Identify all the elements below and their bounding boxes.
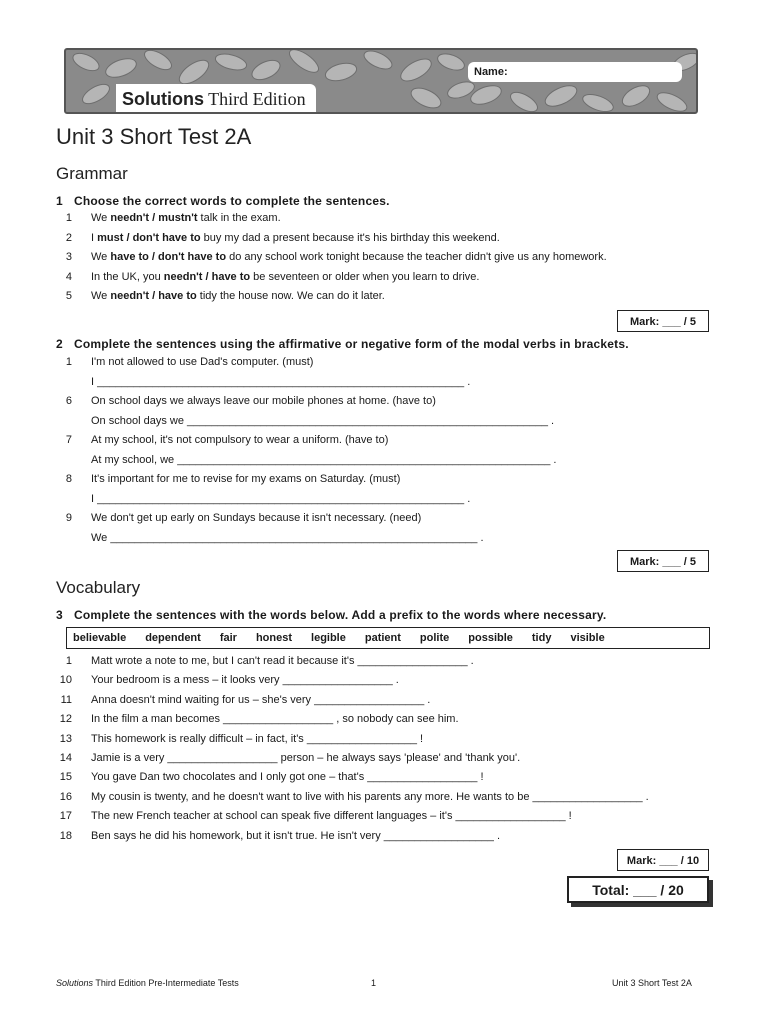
word-box-item: patient — [364, 632, 401, 644]
item-number: 13 — [59, 732, 72, 745]
item-text: In the film a man becomes __________________ , so nobody can see him. — [91, 713, 459, 726]
word-box-item: honest — [255, 632, 293, 644]
mark-box-task-3: Mark: ___ / 10 — [617, 849, 709, 871]
word-box — [66, 627, 710, 649]
brand-logo — [116, 84, 316, 112]
choice-options: have to / don't have to — [110, 251, 227, 263]
item-number: 1 — [65, 212, 72, 224]
word-box-item: possible — [468, 632, 513, 644]
item-text: Your bedroom is a mess – it looks very __________________ . — [91, 674, 399, 687]
text-after: buy my dad a present because it's his birthday this weekend. — [200, 231, 500, 244]
task-instruction: Choose the correct words to complete the sentences. — [74, 194, 390, 208]
item-number: 16 — [59, 790, 72, 803]
item-number: 15 — [59, 771, 72, 784]
task-3-instruction — [56, 608, 606, 622]
task-1-instruction — [56, 194, 390, 208]
brand-bold: Solutions — [122, 89, 204, 109]
choice-options: needn't / have to — [110, 290, 197, 302]
word-box-item: visible — [570, 632, 605, 644]
text-before: We — [91, 212, 111, 224]
task-number: 3 — [56, 608, 63, 622]
section-heading-vocabulary: Vocabulary — [56, 578, 141, 597]
text-after: tidy the house now. We can do it later. — [196, 290, 385, 302]
task-2-instruction — [56, 337, 629, 351]
item-number: 8 — [65, 473, 72, 485]
task-instruction: Complete the sentences with the words below. Add a prefix to the words where necessary. — [74, 608, 607, 622]
item-number: 1 — [65, 356, 72, 368]
item-number: 17 — [59, 810, 72, 823]
total-box: Total: ___ / 20 — [567, 876, 709, 903]
item-number: 9 — [65, 512, 72, 524]
item-number: 10 — [59, 674, 72, 687]
footer-series: Solutions — [56, 978, 94, 988]
item-text: Jamie is a very __________________ person – he always says 'please' and 'thank you'. — [91, 752, 521, 764]
item-prompt: We don't get up early on Sundays because it isn't necessary. (need) — [91, 512, 422, 524]
text-before: In the UK, you — [91, 270, 164, 283]
item-number: 11 — [60, 693, 72, 706]
item-text: My cousin is twenty, and he doesn't want to live with his parents any more. He wants to be __________________ . — [91, 790, 649, 803]
text-before: I — [91, 231, 98, 244]
footer-left — [56, 978, 239, 988]
choice-options: needn't / mustn't — [110, 212, 198, 224]
item-number: 6 — [65, 395, 72, 407]
footer-series-rest: Third Edition Pre-Intermediate Tests — [93, 978, 239, 988]
footer-page-number: 1 — [371, 978, 377, 988]
answer-blank[interactable]: On school days we ___________________________________________________________ . — [91, 414, 555, 427]
section-heading-grammar: Grammar — [56, 164, 128, 183]
name-field[interactable] — [468, 62, 682, 82]
name-label: Name: — [474, 66, 508, 78]
word-box-item: tidy — [531, 632, 552, 644]
item-number: 5 — [65, 290, 72, 302]
header-banner — [64, 48, 698, 114]
item-number: 12 — [59, 713, 72, 726]
item-number: 4 — [65, 270, 72, 283]
task-number: 1 — [56, 194, 63, 208]
item-text — [91, 271, 479, 283]
mark-box-task-1: Mark: ___ / 5 — [617, 310, 709, 332]
item-prompt: I'm not allowed to use Dad's computer. (must) — [91, 356, 314, 368]
item-text: This homework is really difficult – in fact, it's __________________ ! — [91, 732, 424, 745]
item-text: Anna doesn't mind waiting for us – she's very __________________ . — [91, 693, 431, 706]
item-number: 18 — [59, 829, 72, 842]
item-text: You gave Dan two chocolates and I only got one – that's __________________ ! — [91, 771, 484, 784]
text-before: We — [91, 251, 111, 263]
word-box-item: fair — [219, 632, 237, 644]
answer-blank[interactable]: We ____________________________________________________________ . — [91, 531, 484, 544]
item-prompt: On school days we always leave our mobile phones at home. (have to) — [91, 395, 436, 407]
item-prompt: At my school, it's not compulsory to wear a uniform. (have to) — [91, 434, 389, 446]
answer-blank[interactable]: I ____________________________________________________________ . — [91, 492, 471, 505]
text-after: do any school work tonight because the teacher didn't give us any homework. — [226, 251, 607, 263]
item-text: Ben says he did his homework, but it isn't true. He isn't very __________________ . — [91, 829, 501, 842]
footer-right: Unit 3 Short Test 2A — [612, 978, 692, 988]
item-text — [91, 251, 607, 263]
task-instruction: Complete the sentences using the affirmative or negative form of the modal verbs in brackets. — [74, 337, 629, 351]
word-box-item: legible — [311, 632, 346, 644]
text-before: We — [91, 290, 111, 302]
choice-options: needn't / have to — [163, 270, 251, 283]
word-box-item: dependent — [145, 632, 201, 644]
item-text: The new French teacher at school can speak five different languages – it's __________________ ! — [91, 810, 572, 823]
answer-blank[interactable]: At my school, we _____________________________________________________________ . — [91, 453, 557, 466]
item-number: 14 — [59, 752, 72, 764]
item-text — [91, 290, 385, 302]
item-prompt: It's important for me to revise for my exams on Saturday. (must) — [91, 473, 401, 485]
mark-box-task-2: Mark: ___ / 5 — [617, 550, 709, 572]
task-number: 2 — [56, 337, 63, 351]
text-after: talk in the exam. — [197, 212, 281, 224]
item-text — [91, 232, 500, 244]
item-text — [91, 212, 281, 224]
word-box-item: believable — [73, 632, 127, 644]
item-number: 7 — [65, 434, 72, 446]
item-number: 1 — [65, 655, 72, 667]
choice-options: must / don't have to — [97, 231, 201, 244]
answer-blank[interactable]: I ____________________________________________________________ . — [91, 375, 471, 388]
item-number: 3 — [65, 251, 72, 263]
item-text: Matt wrote a note to me, but I can't read it because it's __________________ . — [91, 655, 474, 667]
brand-edition: Third Edition — [204, 89, 306, 109]
item-number: 2 — [65, 231, 72, 244]
text-after: be seventeen or older when you learn to drive. — [250, 270, 480, 283]
page-title: Unit 3 Short Test 2A — [56, 124, 252, 149]
word-box-item: polite — [419, 632, 450, 644]
